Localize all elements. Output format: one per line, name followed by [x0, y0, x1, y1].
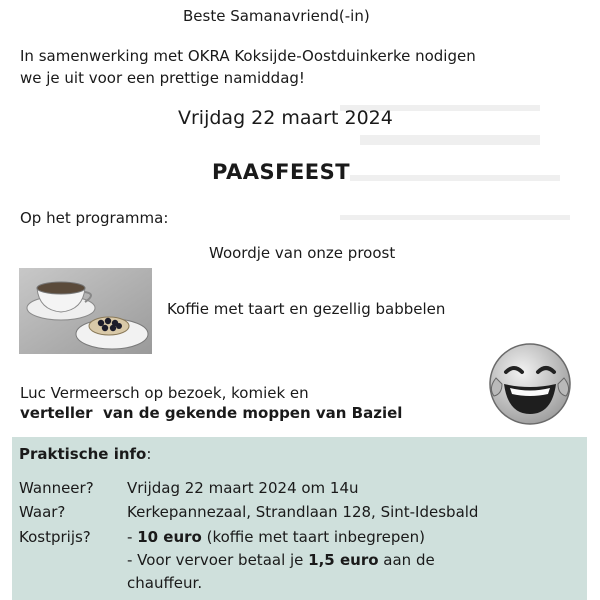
- guest-line-2: verteller van de gekende moppen van Baziel: [20, 404, 403, 422]
- event-date: Vrijdag 22 maart 2024: [178, 107, 393, 129]
- transport-amount: 1,5 euro: [308, 551, 379, 569]
- program-item-2: Koffie met taart en gezellig babbelen: [167, 300, 446, 318]
- where-value: Kerkepannezaal, Strandlaan 128, Sint-Idesbald: [127, 503, 479, 521]
- cost-line-1-suffix: (koffie met taart inbegrepen): [201, 528, 425, 546]
- cost-line-2-prefix: - Voor vervoer betaal je: [127, 551, 309, 569]
- intro-line-1: In samenwerking met OKRA Koksijde-Oostduinkerke nodigen: [20, 47, 476, 65]
- cost-label: Kostprijs?: [19, 528, 91, 546]
- practical-info-box: [12, 437, 587, 600]
- laughing-tears-emoji-icon: [486, 340, 574, 428]
- cost-line-2-suffix: aan de: [378, 551, 435, 569]
- intro-line-2: we je uit voor een prettige namiddag!: [20, 69, 305, 87]
- greeting: Beste Samanavriend(-in): [183, 7, 370, 25]
- cost-line-1: [127, 528, 425, 546]
- practical-info-title: [19, 445, 151, 463]
- where-label: Waar?: [19, 503, 66, 521]
- program-label: Op het programma:: [20, 209, 169, 227]
- coffee-and-tart-photo: [19, 268, 152, 354]
- cost-line-1-prefix: -: [127, 528, 138, 546]
- guest-line-1: Luc Vermeersch op bezoek, komiek en: [20, 384, 309, 402]
- when-value: Vrijdag 22 maart 2024 om 14u: [127, 479, 359, 497]
- event-title: PAASFEEST: [212, 160, 351, 184]
- program-item-1: Woordje van onze proost: [209, 244, 396, 262]
- when-label: Wanneer?: [19, 479, 94, 497]
- intro-text: [20, 45, 476, 89]
- cost-line-2: [127, 551, 435, 569]
- practical-info-title-text: Praktische info: [19, 445, 147, 463]
- cost-amount: 10 euro: [137, 528, 202, 546]
- cost-line-3: chauffeur.: [127, 574, 203, 592]
- practical-info-title-colon: :: [146, 445, 152, 463]
